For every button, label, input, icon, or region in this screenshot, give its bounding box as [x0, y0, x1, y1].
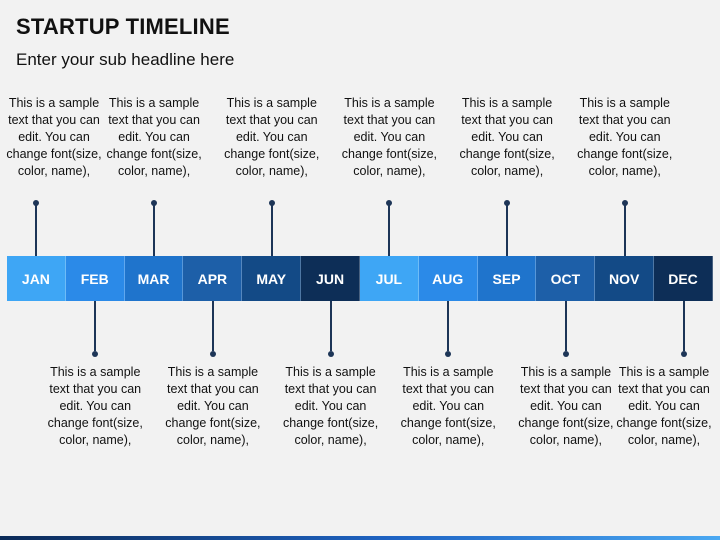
month-sep [478, 256, 537, 301]
slide-subtitle: Enter your sub headline here [16, 50, 235, 69]
month-label: OCT [550, 270, 581, 287]
month-jan [7, 256, 66, 301]
month-label: FEB [80, 270, 109, 287]
footer-accent-bar [0, 536, 720, 540]
note-mar: This is a sample text that you can edit. You can change font(size, color, name), [106, 96, 202, 178]
month-label: DEC [668, 270, 698, 287]
month-dec [654, 256, 713, 301]
month-label: JUN [316, 270, 345, 287]
note-nov: This is a sample text that you can edit. You can change font(size, color, name), [577, 96, 673, 178]
timeline-bar [7, 256, 713, 301]
note-aug: This is a sample text that you can edit. You can change font(size, color, name), [400, 365, 496, 447]
note-jul: This is a sample text that you can edit. You can change font(size, color, name), [341, 96, 437, 178]
month-aug [419, 256, 478, 301]
note-feb: This is a sample text that you can edit. You can change font(size, color, name), [47, 365, 143, 447]
slide-title: STARTUP TIMELINE [16, 14, 230, 39]
note-jun: This is a sample text that you can edit. You can change font(size, color, name), [282, 365, 379, 447]
month-mar [125, 256, 184, 301]
month-nov [595, 256, 654, 301]
note-may: This is a sample text that you can edit. You can change font(size, color, name), [224, 96, 320, 178]
month-label: AUG [432, 270, 464, 287]
note-sep: This is a sample text that you can edit. You can change font(size, color, name), [459, 96, 555, 178]
month-label: APR [197, 270, 228, 287]
month-apr [183, 256, 242, 301]
month-oct [536, 256, 595, 301]
note-dec: This is a sample text that you can edit. You can change font(size, color, name), [616, 365, 712, 447]
month-feb [66, 256, 125, 301]
note-apr: This is a sample text that you can edit. You can change font(size, color, name), [165, 365, 261, 447]
month-label: NOV [609, 270, 640, 287]
month-label: MAY [256, 270, 287, 287]
note-oct: This is a sample text that you can edit. You can change font(size, color, name), [518, 365, 614, 447]
month-may [242, 256, 301, 301]
month-label: JUL [375, 270, 403, 287]
month-label: MAR [137, 270, 170, 287]
month-jul [360, 256, 419, 301]
month-jun [301, 256, 360, 301]
month-label: JAN [21, 270, 50, 287]
note-jan: This is a sample text that you can edit. You can change font(size, color, name), [6, 96, 102, 178]
month-label: SEP [492, 270, 521, 287]
